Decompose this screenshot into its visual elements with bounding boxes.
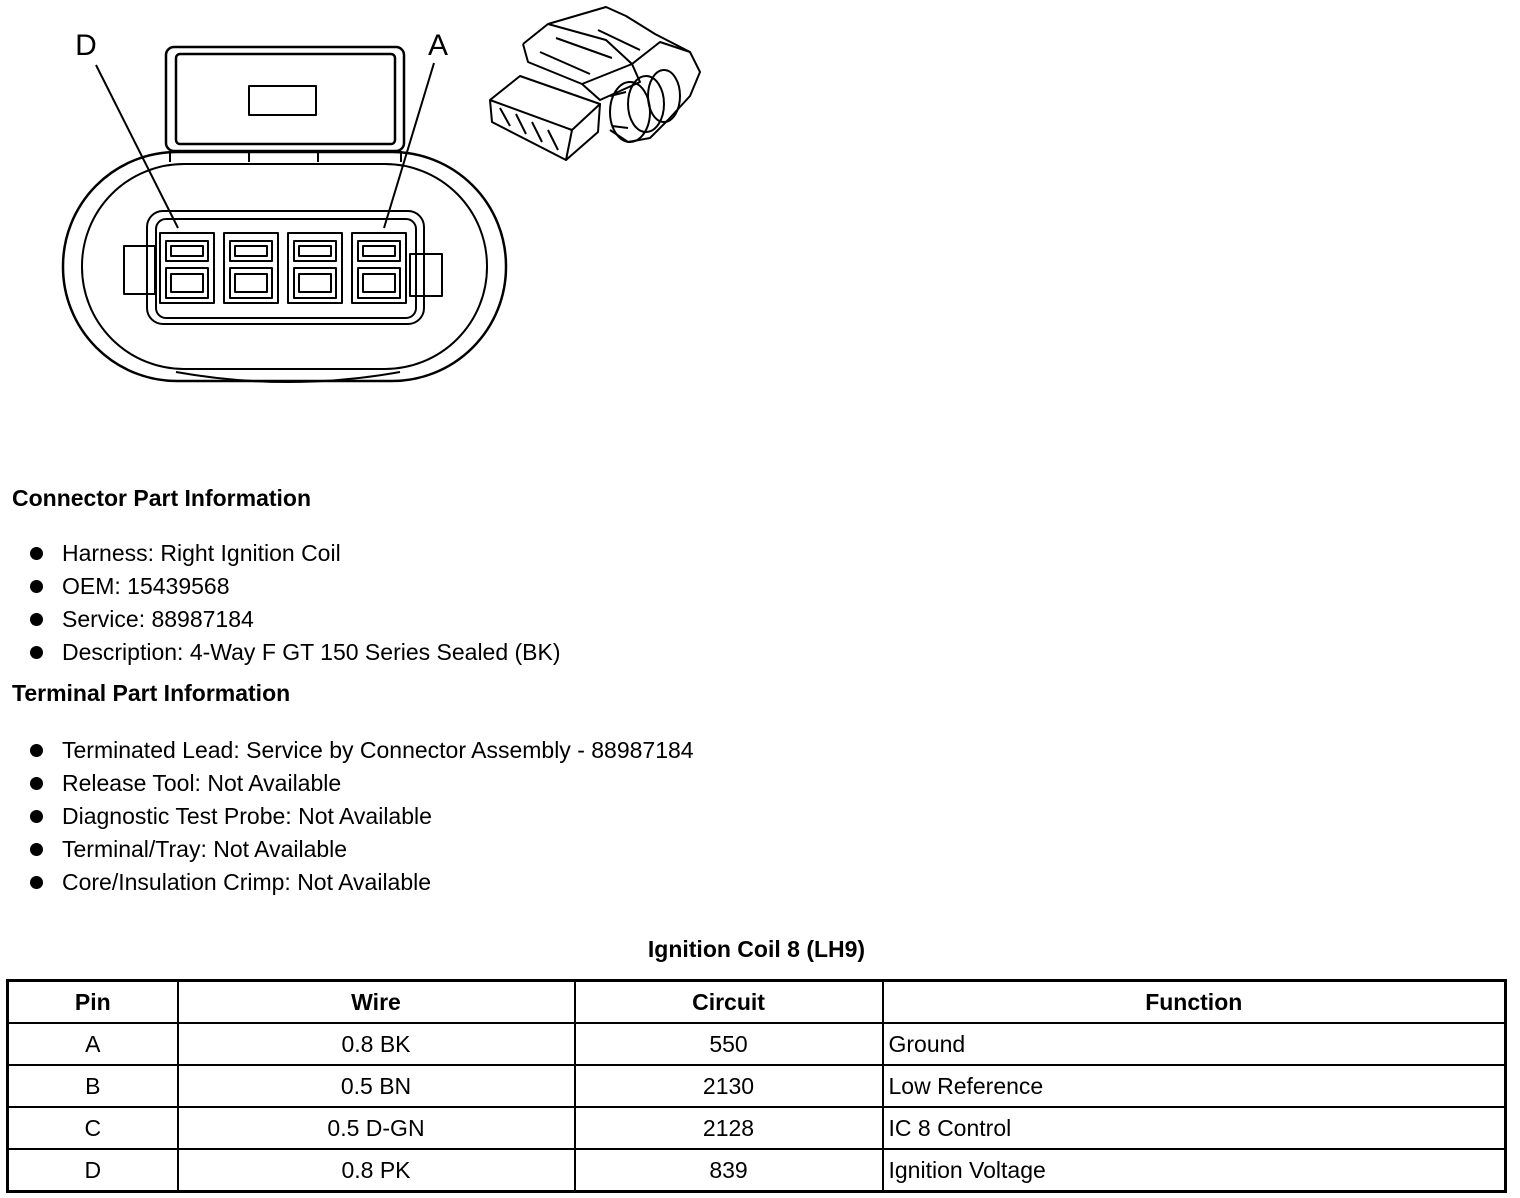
table-row <box>8 1107 1506 1149</box>
bullet-icon <box>30 843 43 856</box>
bullet-icon <box>30 876 43 889</box>
connector-info-list <box>26 537 561 669</box>
list-item: Release Tool: Not Available <box>26 767 694 800</box>
circuit-cell: 550 <box>575 1023 883 1065</box>
circuit-cell: 839 <box>575 1149 883 1192</box>
bullet-icon <box>30 580 43 593</box>
wire-cell: 0.8 BK <box>178 1023 575 1065</box>
column-header-circuit: Circuit <box>575 981 883 1024</box>
list-item: OEM: 15439568 <box>26 570 561 603</box>
bullet-icon <box>30 810 43 823</box>
connector-face-drawing <box>63 47 506 382</box>
bullet-icon <box>30 547 43 560</box>
pin-cell: B <box>8 1065 178 1107</box>
column-header-wire: Wire <box>178 981 575 1024</box>
wire-cell: 0.5 BN <box>178 1065 575 1107</box>
column-header-function: Function <box>883 981 1506 1024</box>
function-cell: IC 8 Control <box>883 1107 1506 1149</box>
list-item: Description: 4-Way F GT 150 Series Sealed (BK) <box>26 636 561 669</box>
table-row <box>8 1023 1506 1065</box>
bullet-icon <box>30 613 43 626</box>
pin-cell: D <box>8 1149 178 1192</box>
pin-a-label: A <box>427 29 449 62</box>
list-item: Terminal/Tray: Not Available <box>26 833 694 866</box>
circuit-cell: 2128 <box>575 1107 883 1149</box>
function-cell: Low Reference <box>883 1065 1506 1107</box>
pin-table <box>6 979 1507 1193</box>
table-header-row <box>8 981 1506 1024</box>
bullet-icon <box>30 744 43 757</box>
pin-d-label: D <box>75 29 97 62</box>
connector-diagram <box>0 0 720 400</box>
terminal-info-heading: Terminal Part Information <box>12 680 291 706</box>
wire-cell: 0.8 PK <box>178 1149 575 1192</box>
pin-cell: A <box>8 1023 178 1065</box>
list-item: Core/Insulation Crimp: Not Available <box>26 866 694 899</box>
column-header-pin: Pin <box>8 981 178 1024</box>
terminal-info-list <box>26 734 694 899</box>
bullet-icon <box>30 646 43 659</box>
pin-cell: C <box>8 1107 178 1149</box>
circuit-cell: 2130 <box>575 1065 883 1107</box>
list-item: Diagnostic Test Probe: Not Available <box>26 800 694 833</box>
wire-cell: 0.5 D-GN <box>178 1107 575 1149</box>
function-cell: Ground <box>883 1023 1506 1065</box>
bullet-icon <box>30 777 43 790</box>
table-title: Ignition Coil 8 (LH9) <box>647 936 866 962</box>
list-item: Harness: Right Ignition Coil <box>26 537 561 570</box>
connector-info-heading: Connector Part Information <box>12 485 312 511</box>
list-item: Terminated Lead: Service by Connector Assembly - 88987184 <box>26 734 694 767</box>
connector-isometric-drawing <box>490 7 700 160</box>
function-cell: Ignition Voltage <box>883 1149 1506 1192</box>
list-item: Service: 88987184 <box>26 603 561 636</box>
table-row <box>8 1149 1506 1192</box>
table-row <box>8 1065 1506 1107</box>
